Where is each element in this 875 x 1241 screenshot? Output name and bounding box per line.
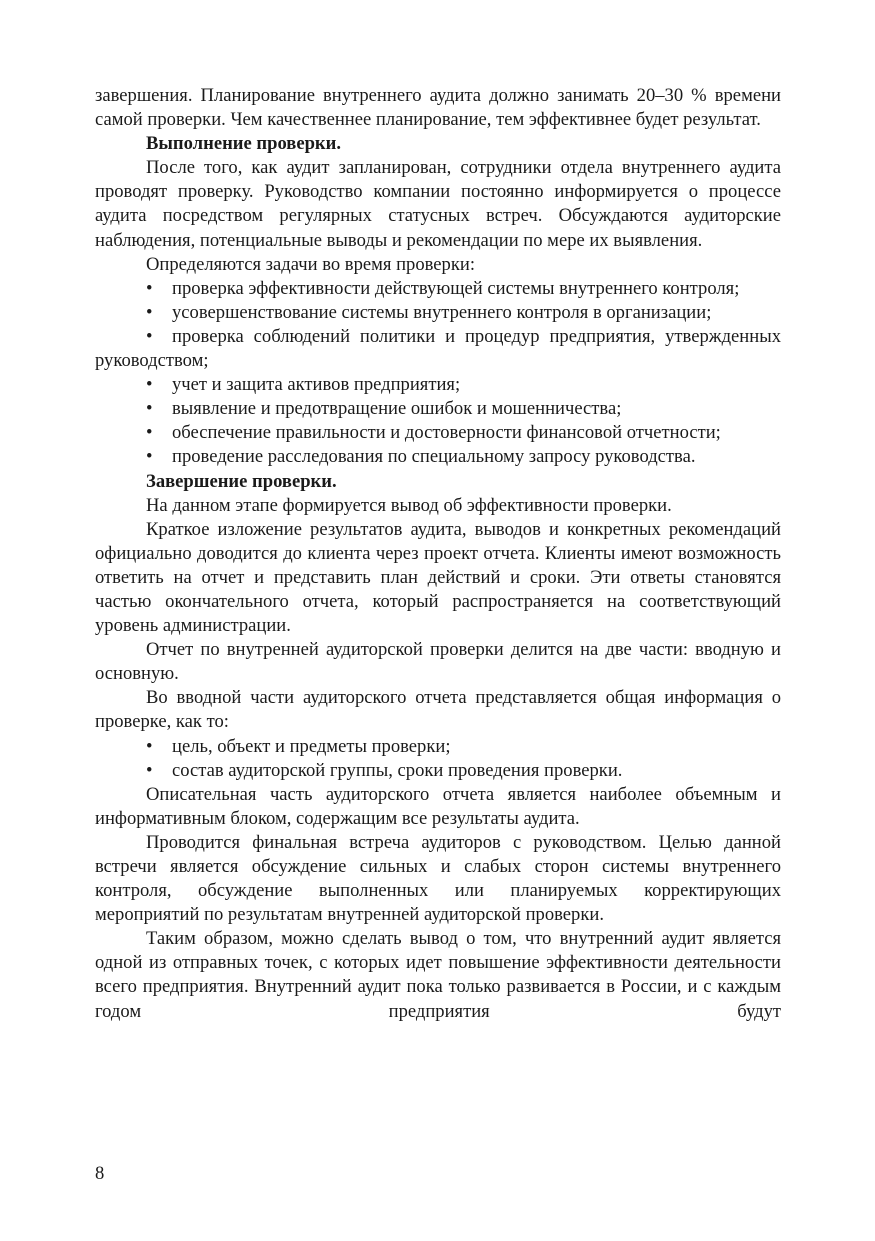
paragraph-final-meeting: Проводится финальная встреча аудиторов с руководством. Целью данной встречи является обсуждение сильных и слабых сторон системы внутреннего контроля, обсуждение выполненных или планируемых корректирующих мероприятий по результатам внутренней аудиторской проверки. (95, 831, 781, 926)
page-number: 8 (95, 1163, 105, 1184)
bullet-icon: • (146, 374, 153, 396)
list-item-intro: • состав аудиторской группы, сроки проведения проверки. (95, 759, 781, 783)
document-page (95, 84, 781, 1024)
paragraph-report-parts: Отчет по внутренней аудиторской проверки делится на две части: вводную и основную. (95, 639, 781, 685)
heading-execution: Выполнение проверки. (146, 133, 342, 155)
list-item-task: • выявление и предотвращение ошибок и мошенничества; (95, 397, 781, 421)
bullet-icon: • (146, 277, 153, 299)
bullet-icon: • (146, 735, 153, 757)
paragraph-conclusion-stage: На данном этапе формируется вывод об эффективности проверки. (146, 494, 672, 516)
list-item-task: • проверка соблюдений политики и процедур предприятия, утвержденных руководством; (95, 325, 781, 372)
bullet-icon: • (146, 301, 153, 323)
paragraph-conclusion: Таким образом, можно сделать вывод о том, что внутренний аудит является одной из отправных точек, с которых идет повышение эффективности деятельности всего предприятия. Внутренний аудит пока только развивается в России, и с каждым годом предприятия будут (95, 928, 781, 1022)
paragraph-summary: Краткое изложение результатов аудита, выводов и конкретных рекомендаций официально доводится до клиента через проект отчета. Клиенты имеют возможность ответить на отчет и представить план действий и сроки. Эти ответы становятся частью окончательного отчета, который распространяется на соответствующий уровень администрации. (95, 518, 781, 637)
list-item-task: • обеспечение правильности и достоверности финансовой отчетности; (95, 421, 781, 445)
paragraph-intro-part: Во вводной части аудиторского отчета представляется общая информация о проверке, как то: (95, 687, 781, 733)
bullet-icon: • (146, 422, 153, 444)
list-item-task: • проверка эффективности действующей системы внутреннего контроля; (95, 277, 781, 301)
list-item-intro: • цель, объект и предметы проверки; (95, 735, 781, 759)
paragraph-descriptive-part: Описательная часть аудиторского отчета является наиболее объемным и информативным блоком, содержащим все результаты аудита. (95, 783, 781, 829)
bullet-icon: • (146, 759, 153, 781)
paragraph-planning-end: завершения. Планирование внутреннего аудита должно занимать 20–30 % времени самой проверки. Чем качественнее планирование, тем эффективнее будет результат. (95, 85, 781, 131)
list-item-task: • усовершенствование системы внутреннего контроля в организации; (95, 301, 781, 325)
paragraph-tasks-intro: Определяются задачи во время проверки: (146, 253, 476, 275)
bullet-icon: • (146, 398, 153, 420)
list-item-task: • учет и защита активов предприятия; (95, 373, 781, 397)
bullet-icon: • (146, 325, 153, 347)
paragraph-execution: После того, как аудит запланирован, сотрудники отдела внутреннего аудита проводят проверку. Руководство компании постоянно информируется о процессе аудита посредством регулярных статусных встреч. Обсуждаются аудиторские наблюдения, потенциальные выводы и рекомендации по мере их выявления. (95, 157, 781, 251)
heading-completion: Завершение проверки. (146, 470, 337, 492)
list-item-task: • проведение расследования по специальному запросу руководства. (95, 445, 781, 469)
bullet-icon: • (146, 446, 153, 468)
